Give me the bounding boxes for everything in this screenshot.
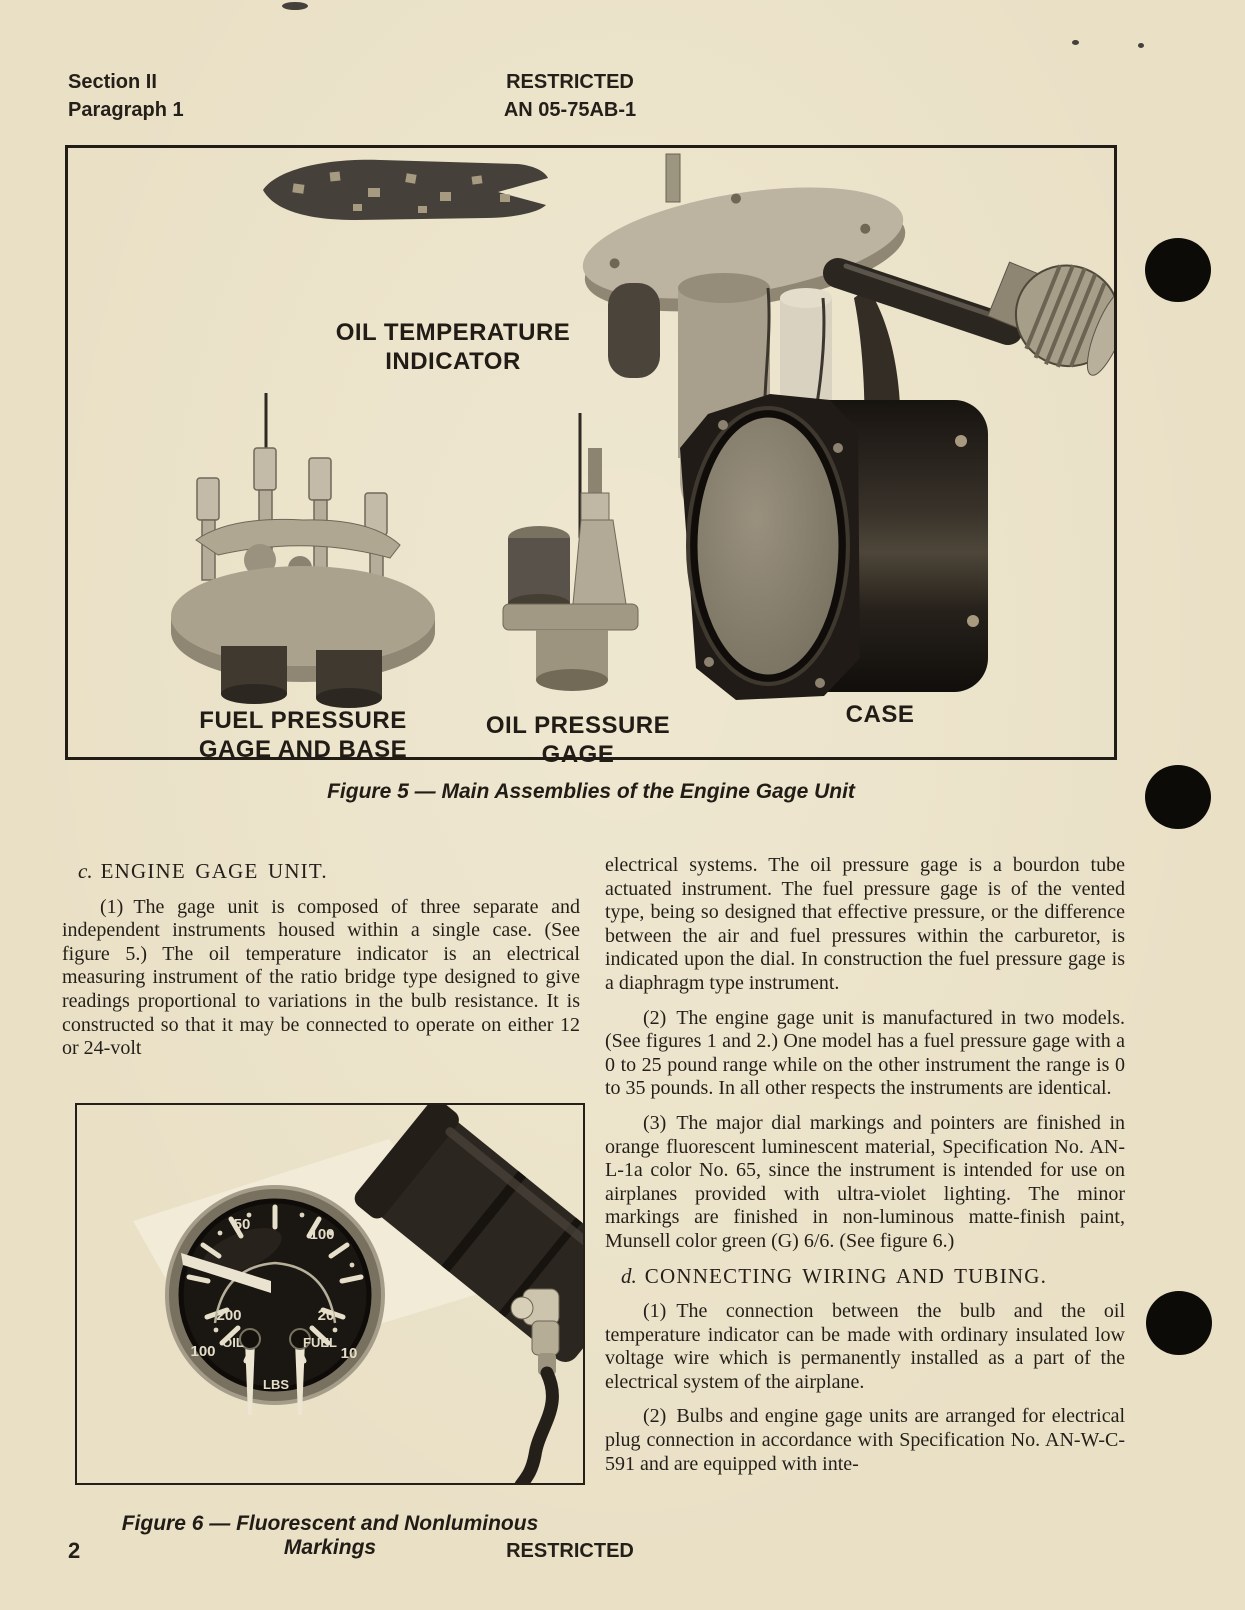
dial-plate-part [263, 160, 548, 220]
figure6-caption: Figure 6 — Fluorescent and Nonluminous Markings [121, 1512, 539, 1559]
figure5-frame [65, 145, 1117, 768]
dial-number: 100 [190, 1343, 216, 1360]
binding-hole-mark [1146, 1291, 1212, 1355]
dial-number: 10 [340, 1345, 358, 1362]
paragraph-c1: (1) The gage unit is composed of three separate and independent instruments housed within a single case. (See figure 5.) The oil temperature indicator is an electrical measuring instrument of the ratio bridge type designed to give readings proportional to variations in the bulb resistance. It is constructed so that it may be connected to operate on either 12 or 24-volt [62, 895, 580, 1060]
figure6-photo [77, 1105, 583, 1483]
label-oil-temperature-indicator: OIL TEMPERATURE INDICATOR [335, 319, 571, 375]
scan-speck [282, 2, 308, 10]
dial-number: 20 [317, 1307, 335, 1324]
left-column [62, 850, 580, 1072]
fuel-pressure-gage-photo [171, 393, 435, 708]
scan-speck [1138, 43, 1144, 48]
paragraph-c2: (2) The engine gage unit is manufactured in two models. (See figures 1 and 2.) One model has a fuel pressure gage with a 0 to 25 pound range while on the other instrument the range is 0 to 35 pounds. In all other respects the instruments are identical. [605, 1006, 1125, 1100]
case-photo [680, 394, 988, 700]
paragraph-c1-continued: electrical systems. The oil pressure gage is a bourdon tube actuated instrument. The fuel pressure gage is of the vented type, being so designed that effective pressure, or the difference between the air and fuel pressures within the carburetor, is indicated upon the dial. In construction the fuel pressure gage is a diaphragm type instrument. [605, 854, 1125, 994]
figure5-photo-plate [68, 148, 1114, 757]
binding-hole-mark [1145, 765, 1211, 829]
dial-label-oil: OIL [222, 1335, 244, 1350]
page-number: 2 [68, 1538, 81, 1563]
dial-number: 50 [233, 1216, 251, 1233]
heading-connecting-wiring: d. CONNECTING WIRING AND TUBING. [621, 1263, 1048, 1288]
binding-hole-mark [1145, 238, 1211, 302]
heading-engine-gage-unit: c. ENGINE GAGE UNIT. [78, 859, 328, 883]
oil-pressure-pointer [245, 1341, 255, 1415]
oil-pressure-gage-photo [503, 413, 638, 691]
paragraph-label: Paragraph 1 [68, 99, 184, 121]
restricted-stamp-bottom: RESTRICTED [506, 1540, 634, 1562]
scan-speck [1072, 40, 1079, 45]
dial-label-lbs: LBS [263, 1377, 289, 1392]
dial-number: 200 [216, 1307, 242, 1324]
label-fuel-pressure-gage: FUEL PRESSURE GAGE AND BASE [198, 707, 408, 763]
lamp-connector [511, 1289, 559, 1375]
paragraph-d2: (2) Bulbs and engine gage units are arranged for electrical plug connection in accordance with Specification No. AN-W-C-591 and are equipped with inte- [605, 1405, 1125, 1475]
label-case: CASE [845, 701, 915, 728]
paragraph-d1: (1) The connection between the bulb and the oil temperature indicator can be made with ordinary insulated low voltage wire which is permanently installed as a part of the electrical system of the airplane. [605, 1300, 1125, 1393]
doc-number: AN 05-75AB-1 [503, 99, 637, 121]
right-column [605, 854, 1125, 1487]
paragraph-c3: (3) The major dial markings and pointers are finished in orange fluorescent luminescent material, Specification No. AN-L-1a color No. 65, since the instrument is intended for use on airplanes provided with ultra-violet lighting. The minor markings are finished in non-luminous matte-finish paint, Munsell color green (G) 6/6. (See figure 6.) [605, 1111, 1125, 1252]
dial-label-fuel: FUEL [303, 1335, 337, 1350]
lamp-cable [521, 1373, 552, 1483]
restricted-stamp-top: RESTRICTED [506, 71, 634, 93]
section-label: Section II [68, 71, 157, 93]
fuel-pressure-pointer [295, 1341, 305, 1415]
connector-plug [979, 241, 1114, 387]
figure6-frame [75, 1103, 585, 1485]
label-oil-pressure-gage: OIL PRESSURE GAGE [485, 712, 671, 768]
header-center [420, 68, 720, 124]
engine-gage-dial [167, 1187, 383, 1415]
figure5-caption: Figure 5 — Main Assemblies of the Engine Gage Unit [327, 780, 855, 803]
dial-number: 100 [309, 1226, 335, 1243]
header-left [68, 68, 184, 124]
